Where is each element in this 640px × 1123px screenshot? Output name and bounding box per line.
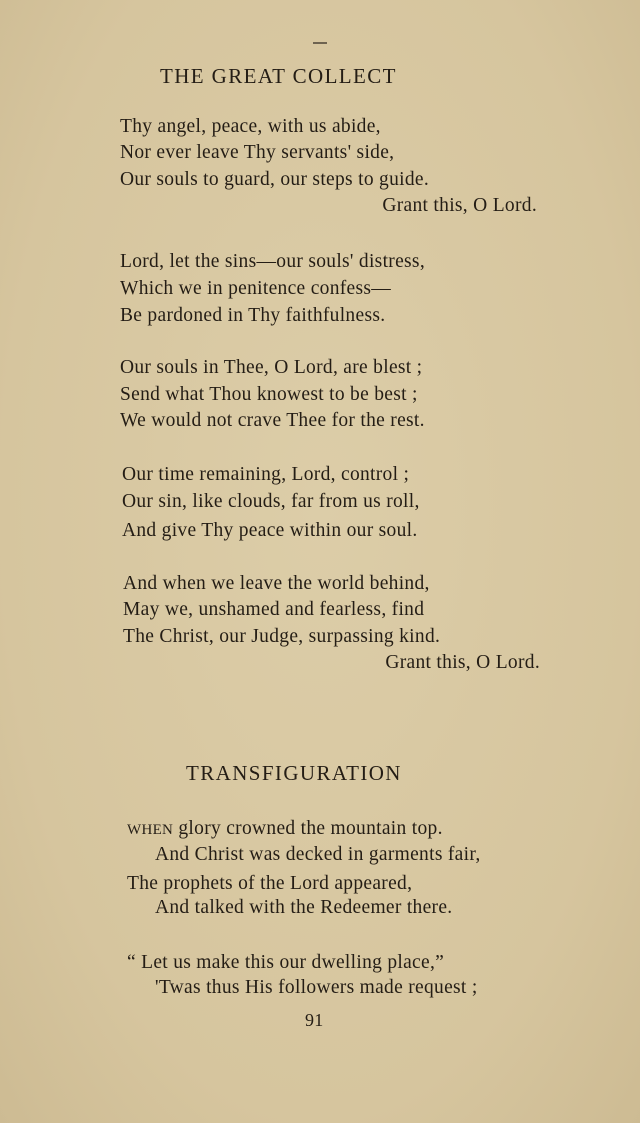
poem-line xyxy=(127,817,443,842)
poem-line: And when we leave the world behind, xyxy=(123,573,430,594)
refrain-line: Grant this, O Lord. xyxy=(385,652,540,673)
poem-line: Thy angel, peace, with us abide, xyxy=(120,116,381,137)
poem-line: Our sin, like clouds, far from us roll, xyxy=(122,491,420,512)
poem-line: We would not crave Thee for the rest. xyxy=(120,410,425,431)
poem-line: And Christ was decked in garments fair, xyxy=(155,844,481,865)
poem-title: TRANSFIGURATION xyxy=(186,761,402,785)
poem-line: Lord, let the sins—our souls' distress, xyxy=(120,251,425,272)
page-number: 91 xyxy=(305,1010,324,1030)
poem-line: Our time remaining, Lord, control ; xyxy=(122,464,410,485)
poem-line: Our souls to guard, our steps to guide. xyxy=(120,169,430,190)
poem-line: And talked with the Redeemer there. xyxy=(155,897,453,918)
poem-line: May we, unshamed and fearless, find xyxy=(123,599,425,620)
poem-line: Nor ever leave Thy servants' side, xyxy=(120,142,395,163)
poem-line: The prophets of the Lord appeared, xyxy=(127,873,413,894)
poem-line: Our souls in Thee, O Lord, are blest ; xyxy=(120,357,423,378)
poem-line: Be pardoned in Thy faithfulness. xyxy=(120,305,386,326)
poem-line: The Christ, our Judge, surpassing kind. xyxy=(123,626,441,647)
line-text: glory crowned the mountain top. xyxy=(178,818,443,839)
poem-line: Send what Thou knowest to be best ; xyxy=(120,384,418,405)
poem-line: 'Twas thus His followers made request ; xyxy=(155,977,478,998)
poem-line: Which we in penitence confess— xyxy=(120,278,392,299)
printer-mark xyxy=(313,42,327,44)
refrain-line: Grant this, O Lord. xyxy=(382,195,537,216)
poem-title: THE GREAT COLLECT xyxy=(160,64,397,88)
poem-line: “ Let us make this our dwelling place,” xyxy=(127,952,445,973)
poem-line: And give Thy peace within our soul. xyxy=(122,520,418,541)
first-word-small-caps: WHEN xyxy=(127,822,174,838)
